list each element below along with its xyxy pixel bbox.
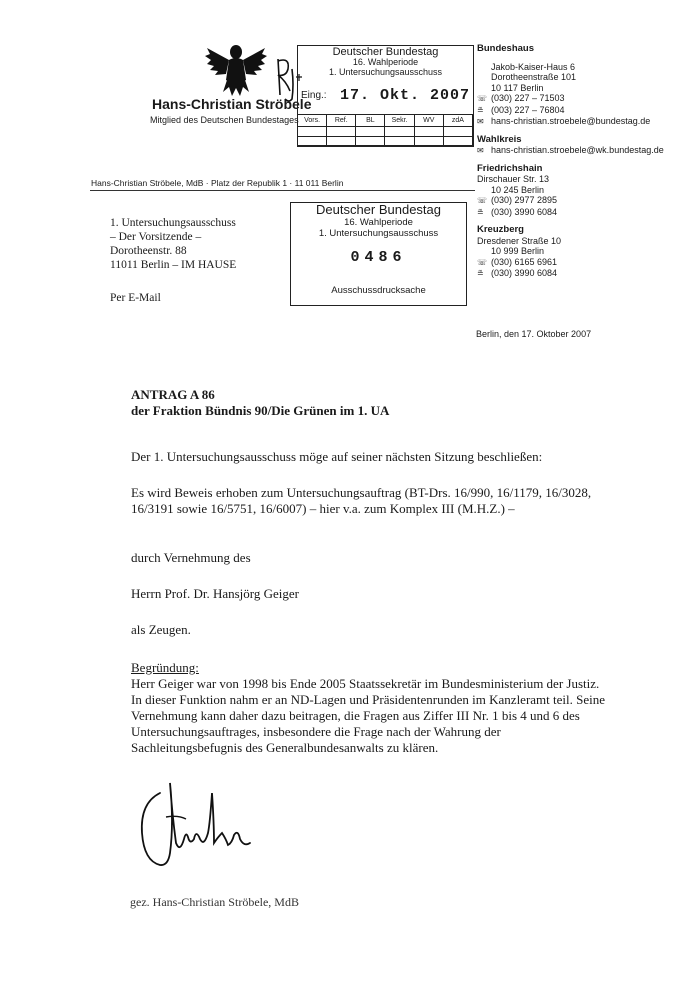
kreuzberg-line1: Dresdener Straße 10 xyxy=(477,235,562,246)
witness-name: Herrn Prof. Dr. Hansjörg Geiger xyxy=(131,586,299,601)
handwritten-signature xyxy=(130,773,265,883)
motion-title xyxy=(131,387,389,419)
routing-col-header: Ref. xyxy=(327,115,356,127)
justification-heading: Begründung: xyxy=(131,660,199,675)
stamp-eingang-date: 17. Okt. 2007 xyxy=(340,87,471,104)
stamp-eingang-label: Eing.: xyxy=(301,90,327,101)
friedrichshain-title: Friedrichshain xyxy=(477,162,543,174)
stamp-period: 16. Wahlperiode xyxy=(352,57,419,67)
stamp-org: Deutscher Bundestag xyxy=(332,46,439,58)
incoming-stamp xyxy=(297,45,474,147)
mp-name: Hans-Christian Ströbele xyxy=(152,96,312,112)
committee-document-stamp xyxy=(290,202,467,306)
routing-col-header: WV xyxy=(415,115,444,127)
witness-role: als Zeugen. xyxy=(131,622,191,637)
bundeshaus-line2: Dorotheenstraße 101 xyxy=(491,72,577,82)
routing-cell xyxy=(385,127,414,137)
stamp-routing-grid xyxy=(298,114,473,146)
evidence-paragraph: Es wird Beweis erhoben zum Untersuchungsauftrag (BT-Drs. 16/990, 16/1179, 16/3028, 16/3191 sowie 16/5751, 16/6007) – hier v.a. zum Komplex III (M.H.Z.) – xyxy=(131,485,592,516)
bundestag-eagle-logo xyxy=(205,40,267,98)
stamp-committee: 1. Untersuchungsausschuss xyxy=(328,67,443,77)
bundeshaus-line3: 10 117 Berlin xyxy=(491,82,544,93)
routing-cell xyxy=(385,137,414,147)
phone-icon: ☏ xyxy=(477,196,488,205)
sender-line: Hans-Christian Ströbele, MdB · Platz der Republik 1 · 11 011 Berlin xyxy=(91,178,344,188)
friedrichshain-line2: 10 245 Berlin xyxy=(491,184,545,195)
kreuzberg-fax: (030) 3990 6084 xyxy=(491,268,558,278)
justification-text: Herr Geiger war von 1998 bis Ende 2005 Staatssekretär im Bundesministerium der Justiz. In dieser Funktion nahm er an ND-Lagen und Präsidentenrunden im Kanzleramt teil. Seine Vernehmung kann daher dazu beitragen, die Fragen aus Ziffer III Nr. 1 bis 4 und 6 des Untersuchungsauftrages, insbesondere die Frage nach der Wahrung der Sachleitungsbefugnis des Generalbundesanwalts zu klären. xyxy=(131,676,606,755)
recipient-line2: – Der Vorsitzende – xyxy=(110,231,202,243)
email-icon: ✉ xyxy=(477,146,484,155)
routing-col-header: zdA xyxy=(444,115,473,127)
fax-icon: ≞ xyxy=(477,105,484,115)
motion-title-line1: ANTRAG A 86 xyxy=(131,387,215,402)
address-column xyxy=(477,44,699,280)
bundeshaus-email: hans-christian.stroebele@bundestag.de xyxy=(491,116,651,126)
signature-caption: gez. Hans-Christian Ströbele, MdB xyxy=(130,895,299,909)
routing-col-header: Vors. xyxy=(298,115,327,127)
bundeshaus-title: Bundeshaus xyxy=(477,43,535,54)
friedrichshain-phone: (030) 2977 2895 xyxy=(491,195,558,205)
recipient-line4: 11011 Berlin – IM HAUSE xyxy=(110,259,237,271)
wahlkreis-title: Wahlkreis xyxy=(477,133,522,145)
recipient-line1: 1. Untersuchungsausschuss xyxy=(110,217,236,229)
fax-icon: ≞ xyxy=(477,207,484,217)
routing-cell xyxy=(327,137,356,147)
stamp2-number: 0486 xyxy=(350,249,407,266)
email-icon: ✉ xyxy=(477,117,484,126)
resolution-intro: Der 1. Untersuchungsausschuss möge auf seiner nächsten Sitzung beschließen: xyxy=(131,449,543,464)
routing-cell xyxy=(356,137,385,147)
recipient-line3: Dorotheenstr. 88 xyxy=(110,245,187,257)
motion-title-line2: der Fraktion Bündnis 90/Die Grünen im 1. UA xyxy=(131,403,390,418)
mp-subtitle: Mitglied des Deutschen Bundestages xyxy=(150,115,299,125)
friedrichshain-line1: Dirschauer Str. 13 xyxy=(477,174,550,184)
routing-cell xyxy=(415,127,444,137)
delivery-method: Per E-Mail xyxy=(110,292,161,304)
routing-cell xyxy=(444,137,473,147)
friedrichshain-fax: (030) 3990 6084 xyxy=(491,206,558,217)
bundeshaus-line1: Jakob-Kaiser-Haus 6 xyxy=(491,61,576,72)
recipient-address xyxy=(110,216,236,272)
routing-cell xyxy=(415,137,444,147)
kreuzberg-line2: 10 999 Berlin xyxy=(491,246,545,256)
stamp2-committee: 1. Untersuchungsausschuss xyxy=(318,228,439,239)
kreuzberg-phone: (030) 6165 6961 xyxy=(491,256,558,267)
sender-divider xyxy=(90,190,475,191)
stamp2-period: 16. Wahlperiode xyxy=(344,217,413,228)
wahlkreis-email: hans-christian.stroebele@wk.bundestag.de xyxy=(491,145,664,155)
phone-icon: ☏ xyxy=(477,94,488,103)
routing-cell xyxy=(444,127,473,137)
phone-icon: ☏ xyxy=(477,257,488,267)
kreuzberg-title: Kreuzberg xyxy=(477,224,524,235)
routing-cell xyxy=(298,137,327,147)
bundeshaus-phone: (030) 227 – 71503 xyxy=(491,93,565,103)
routing-cell xyxy=(298,127,327,137)
routing-col-header: BL xyxy=(356,115,385,127)
date-line: Berlin, den 17. Oktober 2007 xyxy=(476,329,592,339)
routing-cell xyxy=(327,127,356,137)
routing-col-header: Sekr. xyxy=(385,115,414,127)
bundeshaus-fax: (003) 227 – 76804 xyxy=(491,104,565,115)
stamp2-org: Deutscher Bundestag xyxy=(315,202,442,217)
stamp2-label: Ausschussdrucksache xyxy=(331,285,426,296)
fax-icon: ≞ xyxy=(477,269,484,278)
routing-cell xyxy=(356,127,385,137)
hearing-intro: durch Vernehmung des xyxy=(131,550,251,565)
